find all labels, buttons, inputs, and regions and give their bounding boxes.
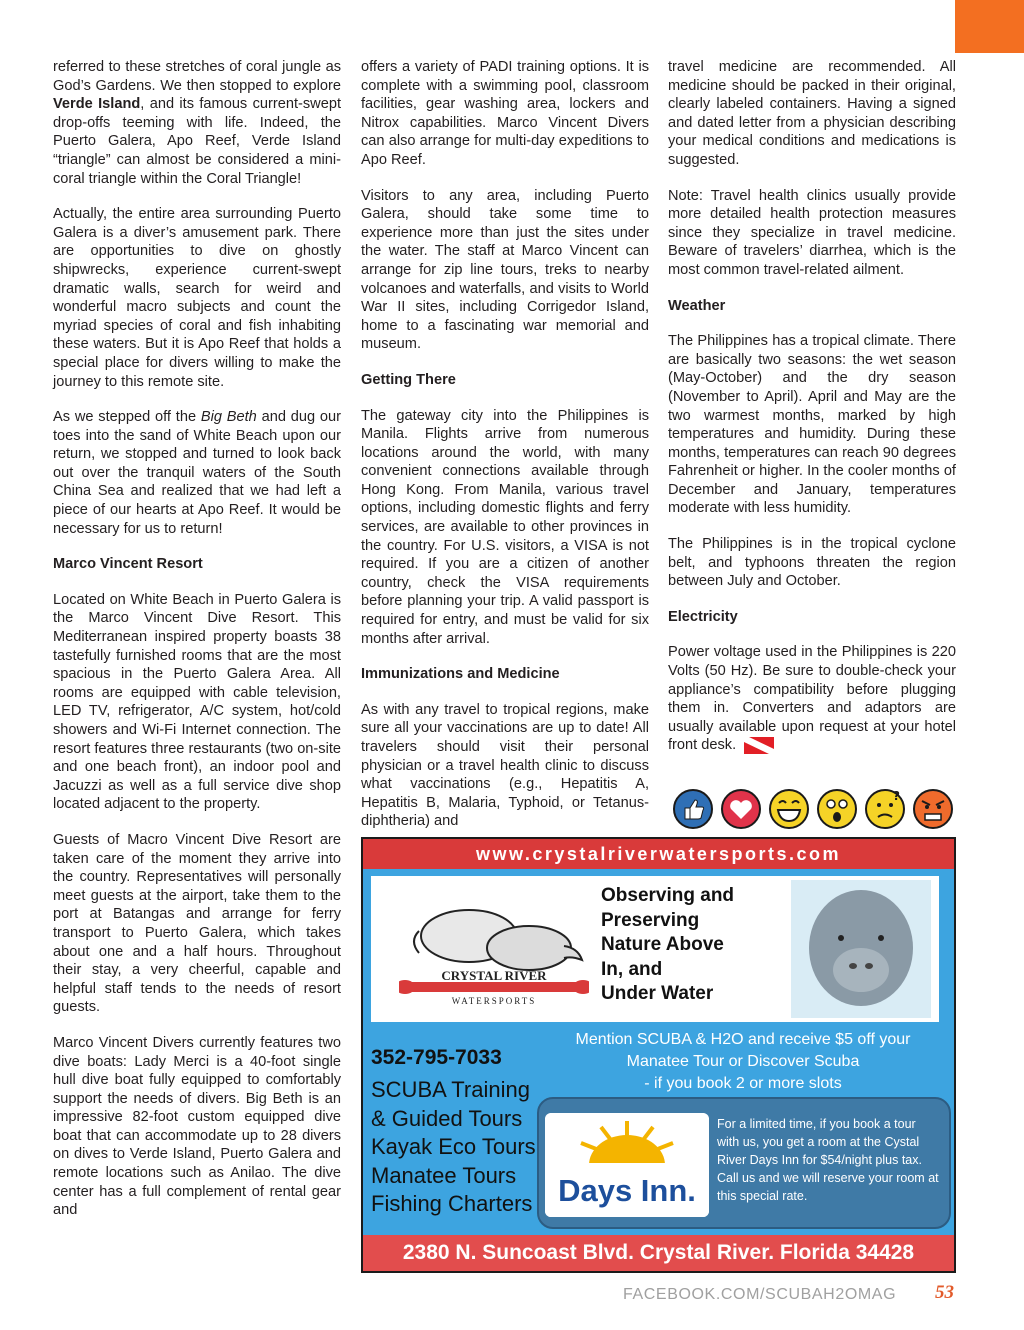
ad-phone[interactable]: 352-795-7033 (371, 1046, 502, 1069)
service-item: Manatee Tours (371, 1162, 517, 1188)
service-item: & Guided Tours (371, 1105, 523, 1131)
ad-tagline: Observing and Preserving Nature Above In, and Under Water (601, 885, 735, 1004)
svg-text:Days Inn.: Days Inn. (558, 1173, 696, 1208)
section-heading: Immunizations and Medicine (361, 666, 560, 683)
ad-services-list (371, 1076, 536, 1219)
corner-tab (955, 0, 1024, 53)
paragraph: referred to these stretches of coral jungle as God’s Gardens. We then stopped to explore Verde Island, and its famous current-swept drop-offs teeming with life. Indeed, the Puerto Galera, Apo Reef, Verde Island “triangle” can almost be considered a mini-coral triangle within the Coral Triangle! (53, 59, 341, 187)
dive-flag-icon (744, 737, 774, 754)
confused-face-icon[interactable] (864, 788, 906, 830)
days-inn-logo (545, 1113, 709, 1217)
angry-face-icon[interactable] (912, 788, 954, 830)
section-heading: Marco Vincent Resort (53, 556, 203, 573)
days-inn-offer (537, 1097, 951, 1229)
service-item: SCUBA Training (371, 1077, 530, 1102)
paragraph: Note: Travel health clinics usually provide more detailed health protection measures since they specialize in travel medicine. Beware of travelers’ diarrhea, which is the most common travel-related ailment. (668, 187, 956, 278)
section-heading: Getting There (361, 371, 456, 388)
crystal-river-logo (399, 886, 589, 1011)
reaction-bar (672, 788, 962, 834)
paragraph: The Philippines is in the tropical cyclone belt, and typhoons threaten the region between July and October. (668, 536, 956, 590)
shocked-face-icon[interactable] (816, 788, 858, 830)
thumbs-up-icon[interactable] (672, 788, 714, 830)
section-heading: Weather (668, 297, 726, 314)
article-column-2 (361, 58, 649, 848)
logo-title: CRYSTAL RIVER (441, 968, 547, 983)
page-number: 53 (935, 1282, 954, 1303)
paragraph: Located on White Beach in Puerto Galera is the Marco Vincent Dive Resort. This Mediterranean inspired property boasts 38 tastefully furnished rooms that are the most spacious in the Puerto Galera Area. All rooms are equipped with cable television, LED TV, refrigerator, A/C system, hot/cold showers and Wi-Fi Internet connection. The resort features three restaurants (two on-site and one beach front), an indoor pool and Jacuzzi as well as a full service dive shop located adjacent to the property. (53, 591, 341, 813)
paragraph: Guests of Macro Vincent Dive Resort are taken care of the moment they arrive into the country. Representatives will personally meet guests at the airport, take them to the port at Batangas and arrange for ferry transport to Puerto Galera, which takes about one and a half hours. Throughout their stay, a very cheerful, capable and helpful staff tends to the needs of resort guests. (53, 831, 341, 1016)
paragraph: As we stepped off the Big Beth and dug our toes into the sand of White Beach upon our return, we stopped and turned to look back out over the tranquil waters of the South China Sea and realized that we had left a piece of our hearts at Apo Reef. It would be necessary for us to return! (53, 409, 341, 537)
service-item: Kayak Eco Tours (371, 1134, 536, 1159)
paragraph: offers a variety of PADI training options. It is complete with a swimming pool, classroom facilities, gear washing area, lockers and Nitrox capabilities. Marco Vincent Divers can also arrange for multi-day expeditions to Apo Reef. (361, 59, 649, 168)
paragraph: As with any travel to tropical regions, make sure all your vaccinations are up to date! All travelers should visit their personal physician or a travel health clinic to discuss what vaccinations (e.g., Hepatitis A, Hepatitis B, Malaria, Typhoid, or Tetanus-diphtheria) and (361, 701, 649, 830)
paragraph: The gateway city into the Philippines is Manila. Flights arrive from numerous locations around the world, with many convenient connections available through Hong Kong. From Manila, various travel options, including domestic flights and ferry services, are available to other provinces in the country. For U.S. visitors, a VISA is not required. If you are a citizen of another country, check the VISA requirements before planning your trip. A valid passport is required for entry, and must be valid for six months after arrival. (361, 407, 649, 647)
paragraph: Power voltage used in the Philippines is 220 Volts (50 Hz). Be sure to double-check your appliance’s compatibility before plugging them in. Converters and adaptors are usually available upon request at your hotel front desk. (668, 644, 956, 754)
crystal-river-ad[interactable] (361, 837, 956, 1273)
logo-subtitle: WATERSPORTS (451, 996, 537, 1006)
article-column-1 (53, 58, 341, 1237)
service-item: Fishing Charters (371, 1191, 533, 1216)
paragraph: Marco Vincent Divers currently features two dive boats: Lady Merci is a 40-foot single hull dive boat fully equipped to comfortably support the needs of divers. Big Beth is an impressive 82-foot custom equipped dive boat that can accommodate up to 28 divers on dives to Verde Island, Puerto Galera and remote locations such as Anilao. The dive center has a full complement of rental gear and (53, 1034, 341, 1219)
heart-icon[interactable] (720, 788, 762, 830)
footer-facebook-link[interactable]: FACEBOOK.COM/SCUBAH2OMAG (623, 1286, 897, 1303)
days-inn-text: For a limited time, if you book a tour with us, you get a room at the Cystal River Days Inn for $54/night plus tax. Call us and we will reserve your room at this special rate. (717, 1117, 939, 1203)
paragraph: Actually, the entire area surrounding Puerto Galera is a diver’s amusement park. There are opportunities to dive on ghostly shipwrecks, experience current-swept dramatic walls, search for weird and wonderful macro subjects and count the myriad species of coral and fish inhabiting these waters. But it is Apo Reef that holds a special place for divers willing to make the journey to this remote site. (53, 206, 341, 390)
paragraph: travel medicine are recommended. All medicine should be packed in their original, clearly labeled containers. Having a signed and dated letter from a physician describing your medical conditions and medications is suggested. (668, 59, 956, 168)
svg-text:?: ? (893, 789, 900, 803)
ad-url[interactable]: www.crystalriverwatersports.com (363, 839, 954, 869)
ad-address: 2380 N. Suncoast Blvd. Crystal River. Florida 34428 (363, 1235, 954, 1271)
ad-offer: Mention SCUBA & H2O and receive $5 off your Manatee Tour or Discover Scuba - if you book 2 or more slots (575, 1031, 911, 1092)
ad-image-panel (371, 876, 939, 1022)
paragraph: Visitors to any area, including Puerto Galera, should take some time to experience more than just the sites under the water. The staff at Marco Vincent can arrange for zip line tours, treks to nearby volcanoes and waterfalls, and visits to World War II sites, including Corrigedor Island, home to a fascinating war memorial and museum. (361, 187, 649, 353)
laughing-face-icon[interactable] (768, 788, 810, 830)
section-heading: Electricity (668, 608, 738, 625)
paragraph: The Philippines has a tropical climate. There are basically two seasons: the wet season (May-October) and the dry season (November to April). April and May are the two warmest months, marked by high temperatures and humidity. During these months, temperatures can reach 90 degrees Fahrenheit or higher. In the cooler months of December and January, temperatures moderate with less humidity. (668, 333, 956, 517)
article-column-3 (668, 58, 956, 772)
manatee-photo (791, 880, 931, 1018)
